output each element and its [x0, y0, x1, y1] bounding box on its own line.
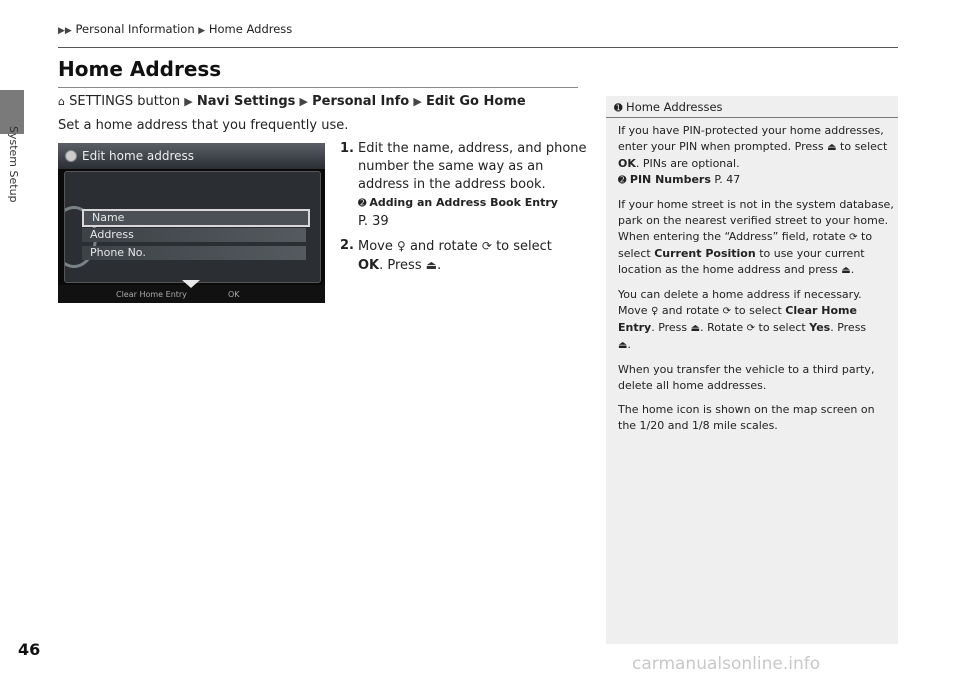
notes-heading-text: Home Addresses	[626, 100, 723, 114]
step-text: .	[437, 258, 442, 273]
cross-reference-icon: ➋	[618, 175, 627, 186]
enter-button-icon: ⏏	[690, 323, 701, 334]
note-text: to use your current location as the home address and press	[618, 247, 865, 276]
screen-clear-home-entry[interactable]: Clear Home Entry	[116, 290, 187, 299]
screen-row-address[interactable]: Address	[82, 228, 306, 242]
step-text: Move	[358, 239, 393, 254]
step-1	[340, 140, 590, 231]
joystick-icon: ♀	[651, 306, 659, 317]
nav-screen-image	[58, 143, 325, 303]
rotary-knob-icon: ⟳	[746, 323, 756, 334]
watermark: carmanualsonline.info	[632, 654, 821, 674]
cross-reference-link[interactable]: PIN Numbers	[629, 173, 711, 186]
notes-body	[618, 123, 894, 442]
triangle-right-icon: ▶	[299, 95, 308, 108]
step-text: to select	[496, 239, 552, 254]
rotary-knob-icon: ⟳	[722, 306, 732, 317]
note-text: . Press	[830, 321, 867, 334]
cross-reference-page[interactable]: P. 39	[358, 214, 389, 229]
note-text: to select	[618, 230, 873, 260]
enter-button-icon: ⏏	[425, 258, 438, 272]
menu-path-item: Personal Info	[312, 94, 410, 109]
home-icon: ⌂	[58, 95, 65, 108]
header-divider	[58, 47, 898, 48]
breadcrumb	[58, 22, 292, 36]
enter-button-icon: ⏏	[827, 142, 837, 153]
note-text: to select	[734, 304, 782, 317]
screen-row-phone[interactable]: Phone No.	[82, 246, 306, 260]
note-paragraph: When you transfer the vehicle to a third party, delete all home addresses.	[618, 363, 875, 392]
note-text: to select	[758, 321, 806, 334]
rotary-knob-icon: ⟳	[481, 239, 492, 253]
intro-text: Set a home address that you frequently use.	[58, 118, 349, 133]
screen-row-name[interactable]: Name	[82, 209, 310, 227]
triangle-right-icon: ▶	[413, 95, 422, 108]
note-text: to select	[840, 140, 888, 153]
triangle-right-icon: ▶▶	[58, 26, 72, 36]
note-text: . Press	[651, 321, 688, 334]
section-label: System Setup	[7, 126, 20, 203]
step-text: . Press	[379, 258, 422, 273]
arrow-down-icon	[182, 280, 200, 288]
enter-button-icon: ⏏	[841, 265, 851, 276]
menu-path-item: Navi Settings	[196, 94, 296, 109]
note-text: You can delete a home address if necessary. Move	[618, 288, 862, 317]
menu-path-item: Edit Go Home	[426, 94, 526, 109]
cross-reference-icon: ➋	[358, 198, 367, 209]
page-number: 46	[18, 640, 41, 659]
note-text: .	[850, 263, 855, 276]
note-text: .	[627, 338, 631, 351]
screen-ok[interactable]: OK	[228, 290, 240, 299]
breadcrumb-item[interactable]: Personal Information	[75, 22, 195, 36]
step-text: and rotate	[409, 239, 478, 254]
ok-label: OK	[618, 157, 636, 170]
rotary-knob-icon: ⟳	[849, 232, 858, 243]
step-text: Edit the name, address, and phone number the same way as an address in the address book.	[358, 141, 587, 192]
joystick-icon: ♀	[397, 239, 406, 253]
step-number: 2.	[340, 238, 354, 253]
screen-header-icon	[65, 150, 77, 162]
ok-label: OK	[358, 258, 380, 273]
step-number: 1.	[340, 141, 354, 156]
notes-divider	[606, 117, 898, 118]
note-paragraph	[618, 123, 894, 189]
step-2	[340, 237, 590, 275]
note-text: . PINs are optional.	[635, 157, 740, 170]
enter-button-icon: ⏏	[618, 340, 628, 351]
notes-panel	[606, 96, 898, 644]
note-paragraph	[618, 197, 894, 279]
page-title: Home Address	[58, 57, 222, 81]
yes-label: Yes	[809, 321, 831, 334]
note-text: . Rotate	[700, 321, 744, 334]
note-paragraph: The home icon is shown on the map screen on the 1/20 and 1/8 mile scales.	[618, 403, 875, 432]
note-text: and rotate	[661, 304, 720, 317]
steps	[340, 140, 590, 281]
current-position-label: Current Position	[654, 247, 756, 260]
note-text: If your home street is not in the system database, park on the nearest verified street to your home. When entering the “Address” field, rotate	[618, 198, 894, 243]
menu-path-start: SETTINGS button	[69, 94, 181, 109]
cross-reference-link[interactable]: Adding an Address Book Entry	[369, 196, 558, 209]
cross-reference-page[interactable]: P. 47	[714, 173, 741, 186]
notes-heading	[614, 100, 723, 114]
note-text: If you have PIN-protected your home addresses, enter your PIN when prompted. Press	[618, 124, 884, 153]
note-icon: ➊	[614, 103, 623, 114]
breadcrumb-item[interactable]: Home Address	[208, 22, 293, 36]
screen-body	[64, 171, 321, 283]
screen-title: Edit home address	[82, 149, 195, 163]
clear-home-entry-label: Clear Home Entry	[618, 304, 857, 334]
triangle-right-icon: ▶	[184, 95, 193, 108]
triangle-right-icon: ▶	[198, 26, 206, 36]
title-divider	[58, 87, 578, 88]
menu-path	[58, 94, 526, 109]
note-paragraph	[618, 287, 894, 354]
